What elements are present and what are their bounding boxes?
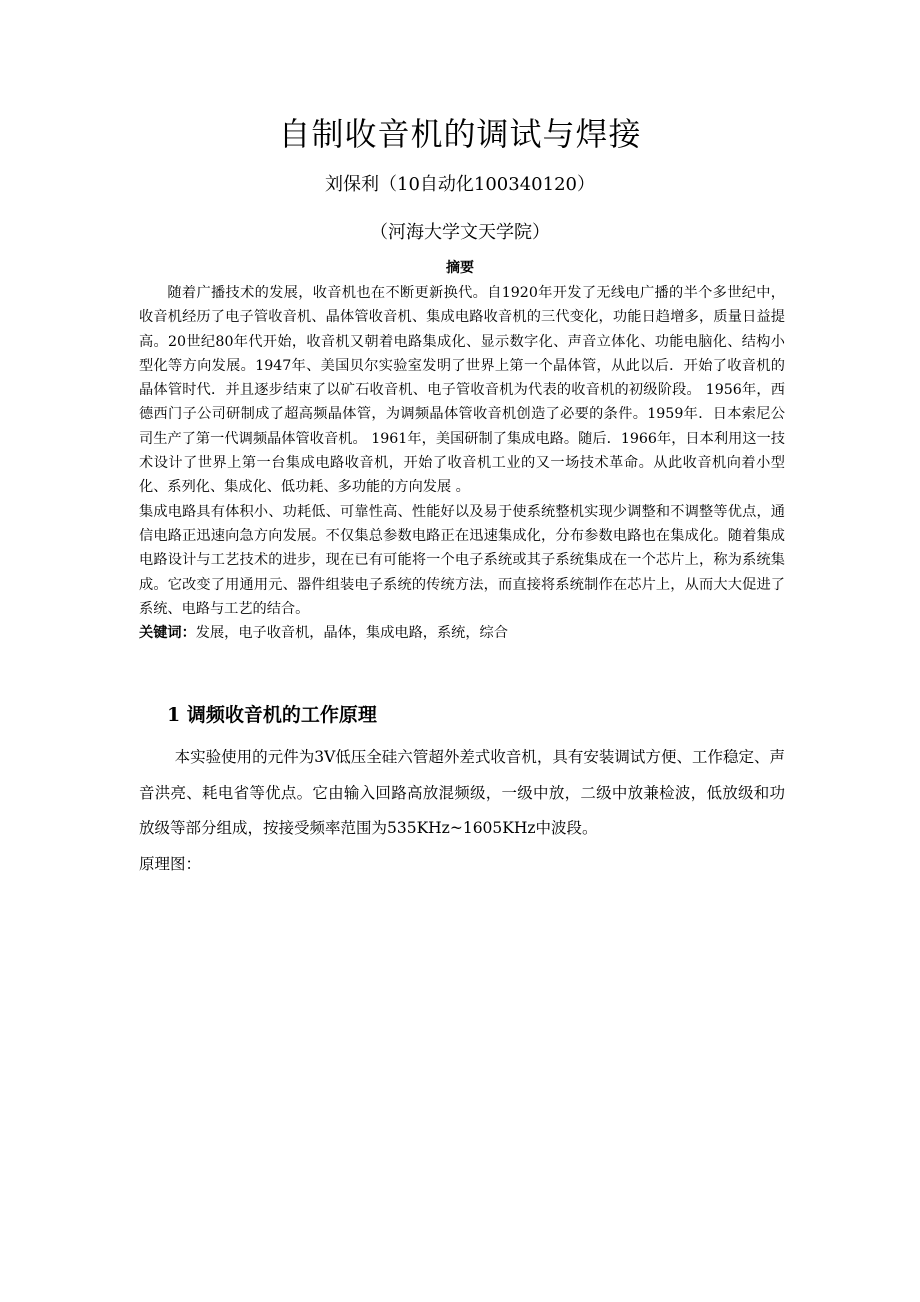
author-line: 刘保利（10自动化100340120） — [325, 174, 595, 195]
abstract-block — [139, 281, 785, 645]
document-title: 自制收音机的调试与焊接 — [278, 115, 642, 153]
keywords-text: 发展，电子收音机，晶体，集成电路，系统，综合 — [195, 625, 508, 642]
abstract-heading: 摘要 — [446, 260, 474, 276]
section-body — [139, 740, 785, 882]
abstract-paragraph-1: 随着广播技术的发展，收音机也在不断更新换代。自1920年开发了无线电广播的半个多世纪中，收音机经历了电子管收音机、晶体管收音机、集成电路收音机的三代变化，功能日趋增多，质量日益提高。20世纪80年代开始，收音机又朝着电路集成化、显示数字化、声音立体化、功能电脑化、结构小型化等方向发展。1947年、美国贝尔实验室发明了世界上第一个晶体管，从此以后．开始了收音机的晶体管时代．并且逐步结束了以矿石收音机、电子管收音机为代表的收音机的初级阶段。 1956年，西德西门子公司研制成了超高频晶体管，为调频晶体管收音机创造了必要的条件。1959年．日本索尼公司生产了第一代调频晶体管收音机。 1961年，美国研制了集成电路。随后．1966年，日本利用这一技术设计了世界上第一台集成电路收音机，开始了收音机工业的又一场技术革命。从此收音机向着小型化、系列化、集成化、低功耗、多功能的方向发展 。 — [139, 285, 785, 496]
affiliation-line: （河海大学文天学院） — [370, 222, 550, 243]
diagram-caption: 原理图： — [139, 854, 202, 873]
section-heading: 1 调频收音机的工作原理 — [167, 704, 377, 726]
abstract-paragraph-2: 集成电路具有体积小、功耗低、可靠性高、性能好以及易于使系统整机实现少调整和不调整等优点，通信电路正迅速向急方向发展。不仅集总参数电路正在迅速集成化，分布参数电路也在集成化。随着集成电路设计与工艺技术的进步，现在已有可能将一个电子系统或其子系统集成在一个芯片上，称为系统集成。它改变了用通用元、器件组装电子系统的传统方法，而直接将系统制作在芯片上，从而大大促进了系统、电路与工艺的结合。 — [139, 503, 785, 617]
section-paragraph: 本实验使用的元件为3V低压全硅六管超外差式收音机，具有安装调试方便、工作稳定、声音洪亮、耗电省等优点。它由输入回路高放混频级，一级中放，二级中放兼检波，低放级和功放级等部分组成，按接受频率范围为535KHz~1605KHz中波段。 — [139, 748, 785, 837]
keywords-line — [139, 621, 785, 645]
keywords-label: 关键词： — [139, 625, 196, 642]
